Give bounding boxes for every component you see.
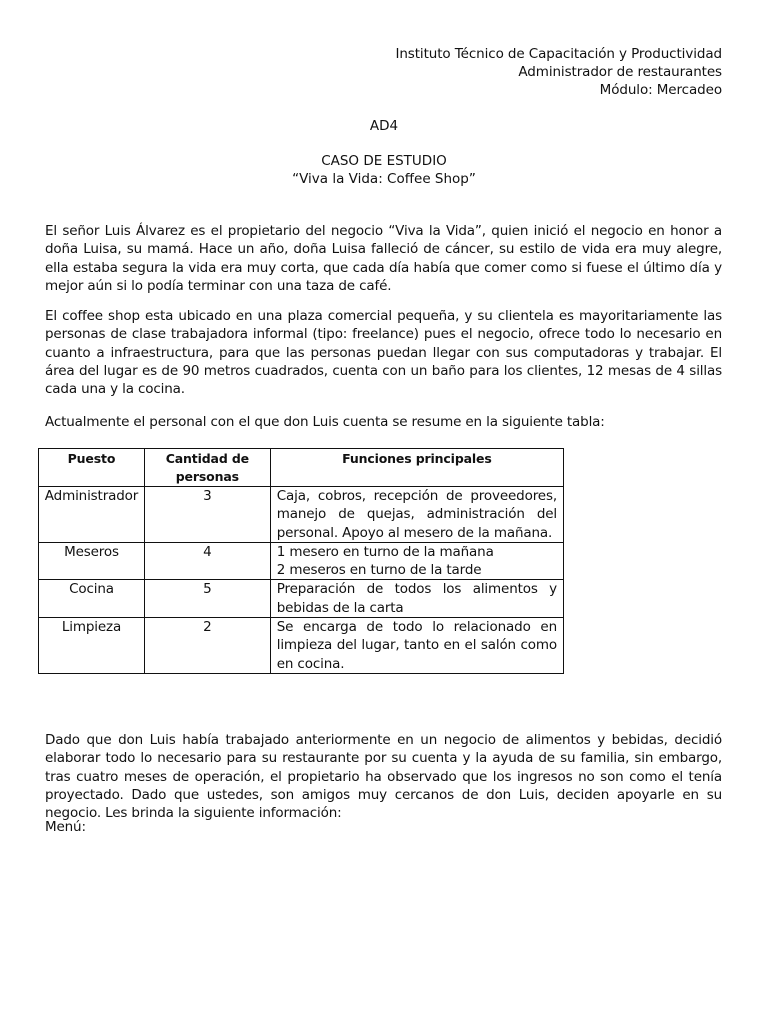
cell-funciones: Preparación de todos los alimentos y bebidas de la carta <box>270 580 563 618</box>
table-row <box>39 542 564 580</box>
program-name: Administrador de restaurantes <box>518 64 722 80</box>
document-code: AD4 <box>369 118 399 134</box>
cell-funciones: Se encarga de todo lo relacionado en limpieza del lugar, tanto en el salón como en cocina. <box>270 618 563 674</box>
funcion-line: 2 meseros en turno de la tarde <box>276 562 482 579</box>
staff-table <box>38 448 564 674</box>
cell-cantidad: 2 <box>144 618 270 674</box>
paragraph-staff-intro: Actualmente el personal con el que don Luis cuenta se resume en la siguiente tabla: <box>45 414 605 430</box>
table-row <box>39 618 564 674</box>
header-puesto: Puesto <box>39 449 145 487</box>
table-row <box>39 487 564 543</box>
case-label: CASO DE ESTUDIO <box>321 153 447 169</box>
case-title: “Viva la Vida: Coffee Shop” <box>292 171 476 187</box>
paragraph-situation: Dado que don Luis había trabajado anteriormente en un negocio de alimentos y bebidas, decidió elaborar todo lo necesario para su restaurante por su cuenta y la ayuda de su familia, sin embargo, tras cuatro meses de operación, el propietario ha observado que los ingresos no son como el tenía proyectado. Dado que ustedes, son amigos muy cercanos de don Luis, deciden apoyarle en su negocio. Les brinda la siguiente información: <box>45 732 722 822</box>
paragraph-intro: El señor Luis Álvarez es el propietario del negocio “Viva la Vida”, quien inició el negocio en honor a doña Luisa, su mamá. Hace un año, doña Luisa falleció de cáncer, su estilo de vida era muy alegre, ella estaba segura la vida era muy corta, que cada día había que comer como si fuese el último día y mejor aún si lo podía terminar con una taza de café. <box>45 223 722 294</box>
table-header-row <box>39 449 564 487</box>
cell-puesto: Limpieza <box>39 618 145 674</box>
cell-funciones <box>270 542 563 580</box>
cell-cantidad: 4 <box>144 542 270 580</box>
header-funciones: Funciones principales <box>270 449 563 487</box>
document-header <box>395 45 722 99</box>
paragraph-location: El coffee shop esta ubicado en una plaza comercial pequeña, y su clientela es mayoritariamente las personas de clase trabajadora informal (tipo: freelance) pues el negocio, ofrece todo lo necesario en cuanto a infraestructura, para que las personas puedan llegar con sus computadoras y trabajar. El área del lugar es de 90 metros cuadrados, cuenta con un baño para los clientes, 12 mesas de 4 sillas cada una y la cocina. <box>45 308 722 398</box>
cell-funciones: Caja, cobros, recepción de proveedores, manejo de quejas, administración del personal. Apoyo al mesero de la mañana. <box>270 487 563 543</box>
cell-cantidad: 5 <box>144 580 270 618</box>
cell-cantidad: 3 <box>144 487 270 543</box>
institution-name: Instituto Técnico de Capacitación y Productividad <box>395 46 722 62</box>
cell-puesto: Cocina <box>39 580 145 618</box>
menu-label: Menú: <box>45 819 86 835</box>
module-name: Módulo: Mercadeo <box>599 82 722 98</box>
cell-puesto: Administrador <box>39 487 145 543</box>
header-cantidad: Cantidad de personas <box>144 449 270 487</box>
cell-puesto: Meseros <box>39 542 145 580</box>
table-row <box>39 580 564 618</box>
funcion-line: 1 mesero en turno de la mañana <box>276 543 494 560</box>
